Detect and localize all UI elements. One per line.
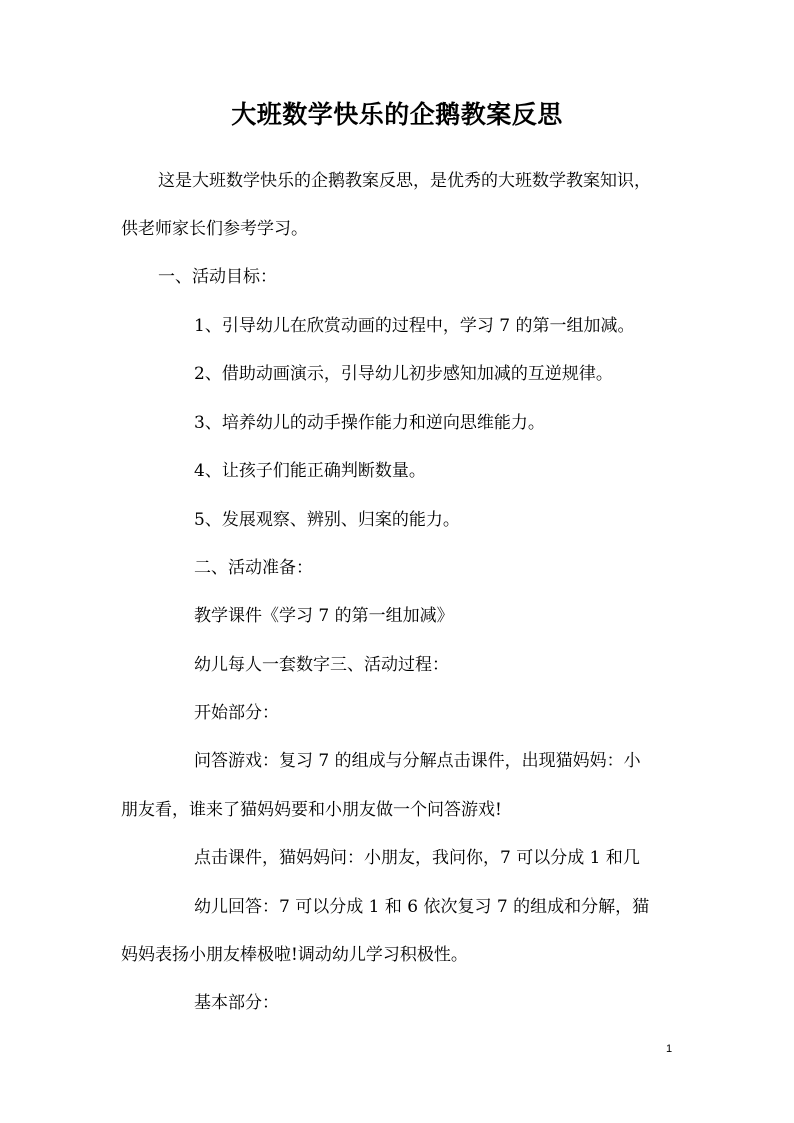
- paragraph-line: 妈妈表扬小朋友棒极啦!调动幼儿学习积极性。: [121, 945, 468, 965]
- list-item: 2、借助动画演示，引导幼儿初步感知加减的互逆规律。: [194, 364, 613, 384]
- paragraph-line: 幼儿每人一套数字三、活动过程：: [194, 655, 449, 675]
- page-number: 1: [666, 1043, 673, 1055]
- list-item: 5、发展观察、辨别、归案的能力。: [194, 510, 460, 530]
- paragraph-line: 问答游戏：复习 7 的组成与分解点击课件，出现猫妈妈：小: [194, 751, 641, 771]
- paragraph-line: 朋友看，谁来了猫妈妈要和小朋友做一个问答游戏!: [121, 800, 502, 820]
- paragraph-line: 点击课件，猫妈妈问：小朋友，我问你，7 可以分成 1 和几: [194, 848, 640, 868]
- paragraph-line: 开始部分：: [194, 703, 279, 723]
- paragraph-line: 基本部分：: [194, 993, 279, 1013]
- section-heading: 二、活动准备：: [194, 558, 313, 578]
- paragraph-line: 教学课件《学习 7 的第一组加减》: [194, 606, 454, 626]
- list-item: 4、让孩子们能正确判断数量。: [194, 461, 426, 481]
- list-item: 1、引导幼儿在欣赏动画的过程中，学习 7 的第一组加减。: [194, 316, 635, 336]
- paragraph-line: 这是大班数学快乐的企鹅教案反思，是优秀的大班数学教案知识，: [158, 171, 651, 191]
- document-title: 大班数学快乐的企鹅教案反思: [231, 100, 563, 129]
- paragraph-line: 幼儿回答：7 可以分成 1 和 6 依次复习 7 的组成和分解，猫: [194, 897, 650, 917]
- list-item: 3、培养幼儿的动手操作能力和逆向思维能力。: [194, 413, 545, 433]
- paragraph-line: 供老师家长们参考学习。: [121, 219, 308, 239]
- section-heading: 一、活动目标：: [158, 267, 277, 287]
